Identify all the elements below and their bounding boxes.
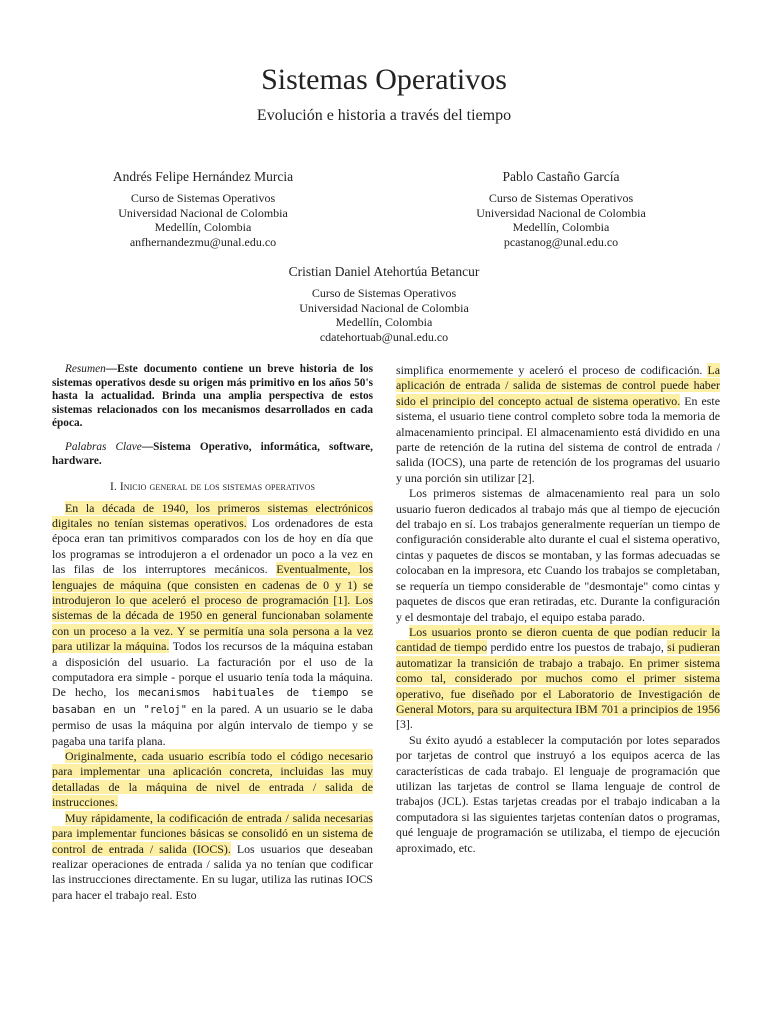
text-run: Todos los recursos de la máquina estaban a disposición del usuario. La facturación por el uso de la computadora era simple - porque el usuario tenía toda la máquina. De hecho, los <box>52 639 373 700</box>
paragraph: Su éxito ayudó a establecer la computación por lotes separados por tarjetas de control que instruyó a los equipos acerca de las características de cada trabajo. El lenguaje de programación que utilizan las tarjetas de control se llama lenguaje de control de trabajos (JCL). Estas tarjetas creadas por el trabajo indicaban a la computadora si las siguientes tarjetas contenían datos o programas, qué lenguaje de programación se utilizaba, el tiempo de ejecución aproximado, etc. <box>396 732 720 855</box>
text-run: Los usuarios que deseaban realizar operaciones de entrada / salida ya no tenían que codificar las instrucciones directamente. En su lugar, utiliza las rutinas IOCS para hacer el trabajo real. Esto <box>52 841 373 902</box>
author-course: Curso de Sistemas Operativos <box>311 286 457 300</box>
author-name: Pablo Castaño García <box>502 169 620 184</box>
highlight: En la década de 1940, los primeros sistemas electrónicos digitales no tenían sistemas operativos. <box>52 500 373 530</box>
author-name: Cristian Daniel Atehortúa Betancur <box>288 264 480 279</box>
author-email: cdatehortuab@unal.edu.co <box>319 329 449 344</box>
highlight: si pudieran automatizar la transición de trabajo a trabajo. En primer sistema como tal, considerado por muchos como el primer sistema operativo, fue diseñado por el Laboratorio de Investigación de General Motors, para su arquitectura IBM 701 a principios de 1956 <box>396 640 720 716</box>
text-run-mono: mecanismos habituales de tiempo se basaban en un "reloj" <box>52 687 373 716</box>
text-run: perdido entre los puestos de trabajo, <box>487 640 668 655</box>
text-run: Los ordenadores de esta época eran tan primitivos comparados con los de hoy en día que los programas se introdujeron a el ordenador un poco a la vez en las filas de los interruptores mecánicos. <box>52 515 373 577</box>
paper-subtitle: Evolución e historia a través del tiempo <box>256 107 512 124</box>
left-column <box>52 363 373 903</box>
highlight: Originalmente, cada usuario escribía todo el código necesario para implementar una aplicación concreta, incluidas las muy detalladas de la máquina de nivel de entrada / salida de instrucciones. <box>52 749 373 810</box>
paragraph <box>52 811 373 903</box>
abstract-label: Resumen <box>65 363 106 375</box>
keywords <box>52 441 373 468</box>
author-email: pcastanog@unal.edu.co <box>503 234 619 249</box>
author-block-2 <box>418 169 704 249</box>
author-course: Curso de Sistemas Operativos <box>488 191 634 205</box>
abstract <box>52 363 373 431</box>
right-column <box>396 363 720 856</box>
highlight: Eventualmente, los lenguajes de máquina (que consisten en cadenas de 0 y 1) se introdujeron lo que aceleró el proceso de programación [1]. Los sistemas de la década de 1950 en general funcionaban solamente con un proceso a la vez. Y se permitía una sola persona a la vez para utilizar la máquina. <box>52 562 373 654</box>
highlight: La aplicación de entrada / salida de sistemas de control puede haber sido el principio del concepto actual de sistema operativo. <box>396 363 720 408</box>
text-run: en la pared. A un usuario se le daba permiso de usas la máquina por algún intervalo de tiempo y se pagaba una tarifa plana. <box>52 701 373 748</box>
paragraph <box>52 749 373 811</box>
text-run: [3]. <box>396 717 413 732</box>
author-name: Andrés Felipe Hernández Murcia <box>112 169 294 184</box>
author-university: Universidad Nacional de Colombia <box>476 205 646 220</box>
paper-title: Sistemas Operativos <box>261 63 507 96</box>
author-email: anfhernandezmu@unal.edu.co <box>129 234 277 249</box>
author-city: Medellín, Colombia <box>335 315 433 329</box>
author-block-1 <box>60 169 346 249</box>
paragraph: Los primeros sistemas de almacenamiento real para un solo usuario fueron dedicados al trabajo más que al tiempo de ejecución del trabajo en sí. Los trabajos generalmente requerían un tiempo de configuración considerable alto durante el cual el sistema operativo, cintas y paquetes de discos se montaban, y las formas adecuadas se colocaban en la impresora, etc Cuando los trabajos se completaban, se requería un tiempo considerable de "desmontaje" como cintas y paquetes de discos que eran retiradas, etc. Durante la configuración y el desmontaje del trabajo, el equipo estaba parado. <box>396 486 720 624</box>
author-city: Medellín, Colombia <box>512 220 610 234</box>
section-heading: I. Inicio general de los sistemas operativos <box>109 481 316 494</box>
abstract-text: —Este documento contiene un breve historia de los sistemas operativos desde su origen más primitivo en los años 50's hasta la actualidad. Brinda una amplia perspectiva de estos sistemas relacionados con los mecanismos desarrollados en cada época. <box>52 363 373 430</box>
keywords-text: —Sistema Operativo, informática, software, hardware. <box>52 440 373 467</box>
paragraph <box>396 625 720 733</box>
highlight: Los usuarios pronto se dieron cuenta de que podían reducir la cantidad de tiempo <box>396 624 720 655</box>
paragraph <box>396 363 720 486</box>
highlight: Muy rápidamente, la codificación de entrada / salida necesarias para implementar funciones básicas se consolidó en un sistema de control de entrada / salida (IOCS). <box>52 810 373 856</box>
author-city: Medellín, Colombia <box>154 220 252 234</box>
text-run: simplifica enormemente y aceleró el proceso de codificación. <box>396 363 708 377</box>
keywords-label: Palabras Clave <box>65 440 142 453</box>
paragraph <box>52 501 373 750</box>
author-university: Universidad Nacional de Colombia <box>299 300 469 315</box>
text-run: En este sistema, el usuario tiene control completo sobre toda la memoria de almacenamiento principal. El almacenamiento está dividido en una parte de retención de la rutina del sistema de control de entrada / salida (IOCS), una parte de retención de los programas del usuario y una porción sin utilizar [2]. <box>396 393 721 485</box>
author-block-3 <box>234 264 534 344</box>
author-course: Curso de Sistemas Operativos <box>130 191 276 205</box>
author-university: Universidad Nacional de Colombia <box>118 205 288 220</box>
